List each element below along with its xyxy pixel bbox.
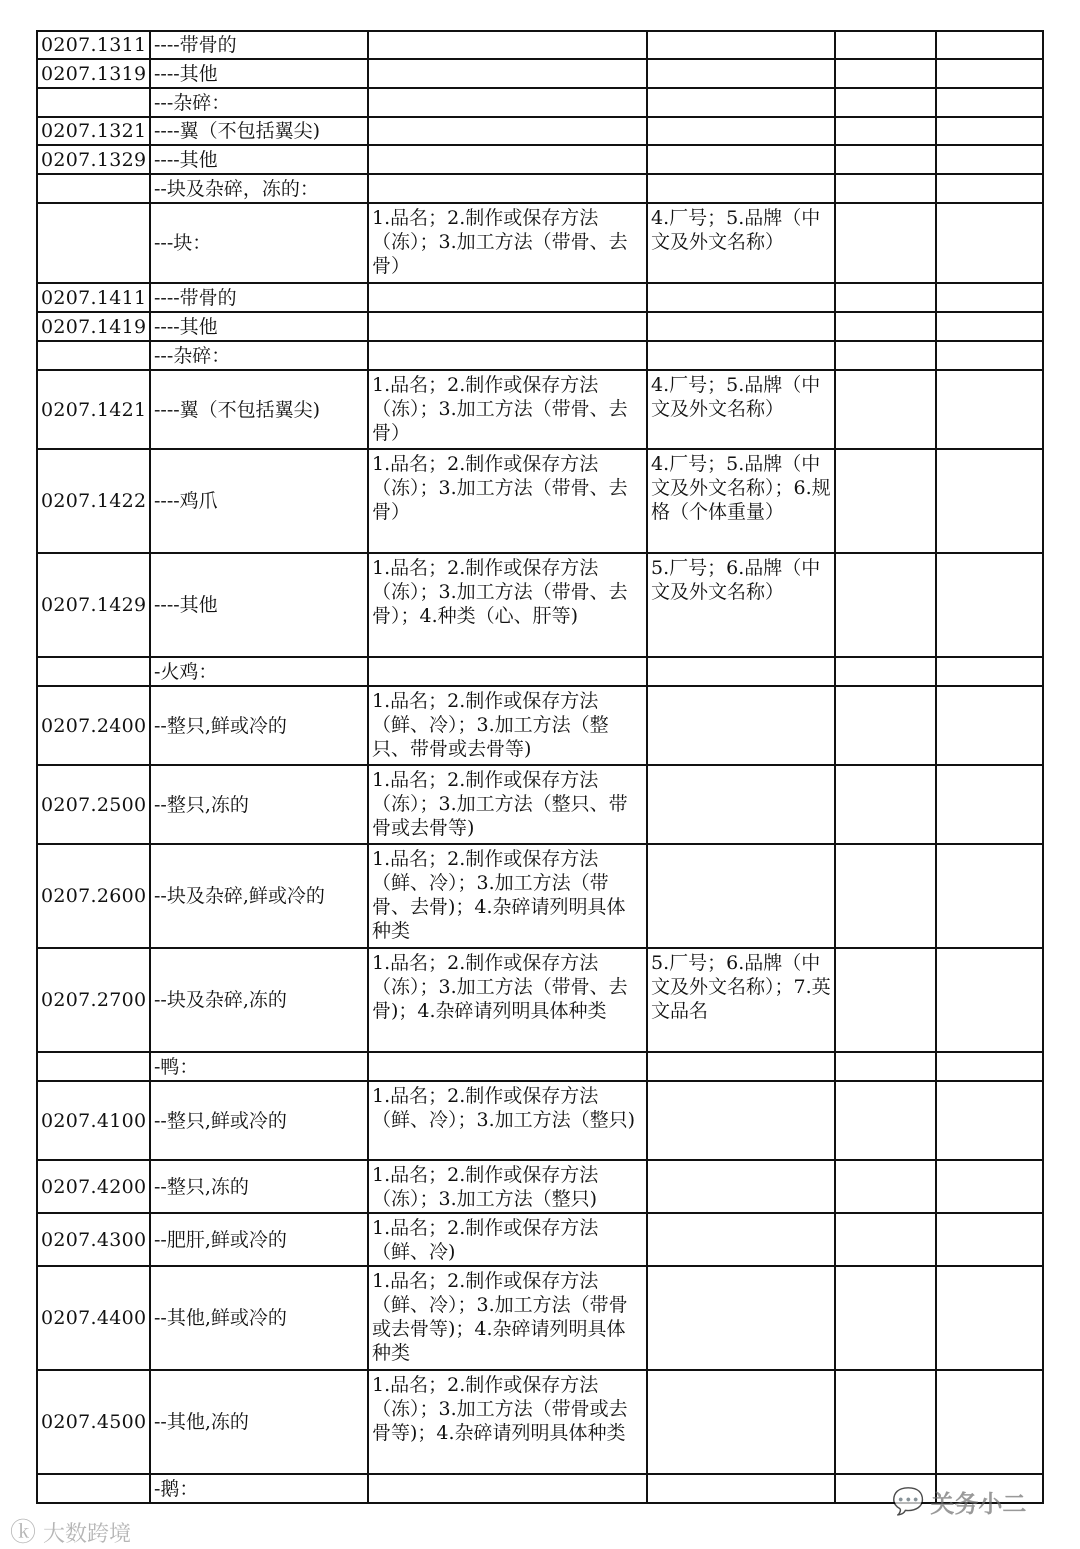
declaration-elements-cell: 1.品名；2.制作或保存方法（鲜、冷) — [368, 1213, 647, 1266]
blank-cell-5 — [835, 686, 936, 765]
blank-cell-6 — [936, 657, 1043, 686]
optional-elements-cell: 5.厂号；6.品牌（中文及外文名称）；7.英文品名 — [647, 948, 835, 1052]
blank-cell-5 — [835, 657, 936, 686]
table-row — [37, 174, 1043, 203]
hs-code-cell — [37, 657, 150, 686]
description-cell: --整只,冻的 — [150, 1160, 368, 1213]
hs-code-cell — [37, 1052, 150, 1081]
table-row — [37, 449, 1043, 553]
watermark-left-text: 大数跨境 — [43, 1522, 132, 1547]
declaration-elements-cell: 1.品名；2.制作或保存方法（冻）；3.加工方法（带骨或去骨等)；4.杂碎请列明具体种类 — [368, 1370, 647, 1474]
watermark-right — [892, 1484, 1026, 1519]
wechat-icon: 💬 — [892, 1486, 925, 1517]
optional-elements-cell — [647, 59, 835, 88]
table-row — [37, 312, 1043, 341]
description-cell: -鹅： — [150, 1474, 368, 1503]
hs-code-cell: 0207.4100 — [37, 1081, 150, 1160]
description-cell: --整只,鲜或冷的 — [150, 686, 368, 765]
blank-cell-6 — [936, 88, 1043, 117]
blank-cell-5 — [835, 1370, 936, 1474]
blank-cell-5 — [835, 1160, 936, 1213]
table-row — [37, 370, 1043, 449]
optional-elements-cell — [647, 1266, 835, 1370]
declaration-elements-cell: 1.品名；2.制作或保存方法（冻）；3.加工方法（带骨、去骨） — [368, 370, 647, 449]
hs-code-cell: 0207.4300 — [37, 1213, 150, 1266]
optional-elements-cell — [647, 88, 835, 117]
optional-elements-cell — [647, 657, 835, 686]
blank-cell-6 — [936, 31, 1043, 59]
blank-cell-5 — [835, 145, 936, 174]
declaration-elements-cell — [368, 283, 647, 312]
table-row — [37, 686, 1043, 765]
blank-cell-5 — [835, 1081, 936, 1160]
declaration-elements-cell — [368, 341, 647, 370]
table-row — [37, 1213, 1043, 1266]
hs-code-cell: 0207.1321 — [37, 117, 150, 145]
blank-cell-5 — [835, 370, 936, 449]
blank-cell-5 — [835, 88, 936, 117]
hs-code-cell: 0207.1429 — [37, 553, 150, 657]
hs-code-cell: 0207.2500 — [37, 765, 150, 844]
blank-cell-6 — [936, 1266, 1043, 1370]
table-row — [37, 31, 1043, 59]
table-row — [37, 145, 1043, 174]
blank-cell-6 — [936, 145, 1043, 174]
description-cell: -鸭： — [150, 1052, 368, 1081]
blank-cell-5 — [835, 553, 936, 657]
watermark-right-text: 关务小二 — [930, 1490, 1027, 1518]
blank-cell-6 — [936, 1370, 1043, 1474]
optional-elements-cell: 4.厂号；5.品牌（中文及外文名称） — [647, 203, 835, 283]
declaration-elements-cell — [368, 312, 647, 341]
declaration-elements-cell: 1.品名；2.制作或保存方法（冻）；3.加工方法（整只) — [368, 1160, 647, 1213]
blank-cell-5 — [835, 283, 936, 312]
hs-code-cell: 0207.2700 — [37, 948, 150, 1052]
declaration-elements-cell: 1.品名；2.制作或保存方法（鲜、冷）；3.加工方法（整只、带骨或去骨等) — [368, 686, 647, 765]
optional-elements-cell — [647, 1474, 835, 1503]
description-cell: --块及杂碎,鲜或冷的 — [150, 844, 368, 948]
description-cell: ----鸡爪 — [150, 449, 368, 553]
table-row — [37, 1370, 1043, 1474]
hs-code-cell — [37, 174, 150, 203]
description-cell: --其他,鲜或冷的 — [150, 1266, 368, 1370]
optional-elements-cell — [647, 686, 835, 765]
optional-elements-cell — [647, 341, 835, 370]
blank-cell-5 — [835, 203, 936, 283]
logo-icon: ⓚ — [10, 1518, 37, 1548]
description-cell: --块及杂碎,冻的 — [150, 948, 368, 1052]
description-cell: ---块： — [150, 203, 368, 283]
hs-code-cell: 0207.1422 — [37, 449, 150, 553]
blank-cell-5 — [835, 31, 936, 59]
blank-cell-6 — [936, 553, 1043, 657]
declaration-elements-cell — [368, 31, 647, 59]
declaration-elements-cell: 1.品名；2.制作或保存方法（冻）；3.加工方法（带骨、去骨） — [368, 449, 647, 553]
description-cell: ---杂碎： — [150, 341, 368, 370]
optional-elements-cell — [647, 117, 835, 145]
declaration-elements-cell: 1.品名；2.制作或保存方法（鲜、冷）；3.加工方法（带骨、去骨)；4.杂碎请列明具体种类 — [368, 844, 647, 948]
blank-cell-5 — [835, 1266, 936, 1370]
blank-cell-6 — [936, 203, 1043, 283]
optional-elements-cell: 4.厂号；5.品牌（中文及外文名称）；6.规格（个体重量） — [647, 449, 835, 553]
table-row — [37, 283, 1043, 312]
optional-elements-cell — [647, 312, 835, 341]
description-cell: ----其他 — [150, 312, 368, 341]
declaration-elements-cell — [368, 117, 647, 145]
hs-code-cell: 0207.1319 — [37, 59, 150, 88]
description-cell: --整只,鲜或冷的 — [150, 1081, 368, 1160]
optional-elements-cell — [647, 1160, 835, 1213]
optional-elements-cell — [647, 1081, 835, 1160]
declaration-elements-cell: 1.品名；2.制作或保存方法（冻）；3.加工方法（带骨、去骨）；4.种类（心、肝等) — [368, 553, 647, 657]
blank-cell-6 — [936, 1160, 1043, 1213]
blank-cell-5 — [835, 117, 936, 145]
table-row — [37, 88, 1043, 117]
optional-elements-cell: 4.厂号；5.品牌（中文及外文名称） — [647, 370, 835, 449]
optional-elements-cell — [647, 1213, 835, 1266]
hs-code-cell — [37, 1474, 150, 1503]
declaration-elements-cell: 1.品名；2.制作或保存方法（冻）；3.加工方法（带骨、去骨） — [368, 203, 647, 283]
blank-cell-6 — [936, 312, 1043, 341]
table-row — [37, 1266, 1043, 1370]
hs-code-cell: 0207.1311 — [37, 31, 150, 59]
description-cell: --其他,冻的 — [150, 1370, 368, 1474]
hs-code-cell: 0207.1421 — [37, 370, 150, 449]
declaration-elements-cell — [368, 174, 647, 203]
hs-code-cell — [37, 341, 150, 370]
blank-cell-6 — [936, 283, 1043, 312]
optional-elements-cell — [647, 145, 835, 174]
declaration-elements-cell — [368, 1474, 647, 1503]
blank-cell-5 — [835, 844, 936, 948]
hs-code-cell: 0207.2600 — [37, 844, 150, 948]
blank-cell-6 — [936, 341, 1043, 370]
declaration-elements-cell — [368, 1052, 647, 1081]
hs-code-cell: 0207.4500 — [37, 1370, 150, 1474]
declaration-elements-cell — [368, 59, 647, 88]
blank-cell-6 — [936, 449, 1043, 553]
blank-cell-6 — [936, 1213, 1043, 1266]
optional-elements-cell — [647, 283, 835, 312]
description-cell: ----其他 — [150, 59, 368, 88]
optional-elements-cell — [647, 844, 835, 948]
table-row — [37, 117, 1043, 145]
blank-cell-5 — [835, 174, 936, 203]
optional-elements-cell — [647, 1052, 835, 1081]
table-row — [37, 765, 1043, 844]
description-cell: ----翼（不包括翼尖) — [150, 370, 368, 449]
blank-cell-5 — [835, 59, 936, 88]
blank-cell-5 — [835, 1213, 936, 1266]
declaration-elements-cell — [368, 88, 647, 117]
table-row — [37, 553, 1043, 657]
description-cell: --整只,冻的 — [150, 765, 368, 844]
description-cell: -火鸡： — [150, 657, 368, 686]
declaration-elements-cell — [368, 145, 647, 174]
tariff-declaration-table — [36, 30, 1044, 1504]
table-row — [37, 1081, 1043, 1160]
table-row — [37, 1160, 1043, 1213]
optional-elements-cell — [647, 765, 835, 844]
hs-code-cell: 0207.1411 — [37, 283, 150, 312]
hs-code-cell: 0207.1329 — [37, 145, 150, 174]
blank-cell-6 — [936, 117, 1043, 145]
declaration-elements-cell — [368, 657, 647, 686]
blank-cell-5 — [835, 449, 936, 553]
description-cell: --肥肝,鲜或冷的 — [150, 1213, 368, 1266]
blank-cell-5 — [835, 341, 936, 370]
table-row — [37, 948, 1043, 1052]
blank-cell-5 — [835, 1052, 936, 1081]
blank-cell-6 — [936, 1081, 1043, 1160]
declaration-elements-cell: 1.品名；2.制作或保存方法（鲜、冷）；3.加工方法（带骨或去骨等)；4.杂碎请列明具体种类 — [368, 1266, 647, 1370]
optional-elements-cell — [647, 31, 835, 59]
description-cell: ---杂碎： — [150, 88, 368, 117]
blank-cell-6 — [936, 948, 1043, 1052]
table-body — [37, 31, 1043, 1503]
description-cell: ----翼（不包括翼尖) — [150, 117, 368, 145]
description-cell: --块及杂碎，冻的： — [150, 174, 368, 203]
declaration-elements-cell: 1.品名；2.制作或保存方法（冻）；3.加工方法（带骨、去骨)；4.杂碎请列明具体种类 — [368, 948, 647, 1052]
blank-cell-6 — [936, 59, 1043, 88]
declaration-elements-cell: 1.品名；2.制作或保存方法（冻）；3.加工方法（整只、带骨或去骨等) — [368, 765, 647, 844]
blank-cell-6 — [936, 174, 1043, 203]
blank-cell-6 — [936, 765, 1043, 844]
declaration-elements-cell: 1.品名；2.制作或保存方法（鲜、冷）；3.加工方法（整只) — [368, 1081, 647, 1160]
blank-cell-5 — [835, 765, 936, 844]
description-cell: ----其他 — [150, 145, 368, 174]
blank-cell-5 — [835, 312, 936, 341]
table-row — [37, 844, 1043, 948]
optional-elements-cell — [647, 1370, 835, 1474]
description-cell: ----带骨的 — [150, 283, 368, 312]
table-row — [37, 657, 1043, 686]
hs-code-cell: 0207.4400 — [37, 1266, 150, 1370]
description-cell: ----其他 — [150, 553, 368, 657]
blank-cell-6 — [936, 1052, 1043, 1081]
hs-code-cell: 0207.4200 — [37, 1160, 150, 1213]
blank-cell-6 — [936, 844, 1043, 948]
table-row — [37, 59, 1043, 88]
hs-code-cell — [37, 88, 150, 117]
watermark-left — [10, 1512, 131, 1549]
table-row — [37, 1052, 1043, 1081]
description-cell: ----带骨的 — [150, 31, 368, 59]
hs-code-cell — [37, 203, 150, 283]
hs-code-cell: 0207.1419 — [37, 312, 150, 341]
table-row — [37, 203, 1043, 283]
optional-elements-cell — [647, 174, 835, 203]
blank-cell-6 — [936, 370, 1043, 449]
blank-cell-5 — [835, 948, 936, 1052]
table-row — [37, 341, 1043, 370]
optional-elements-cell: 5.厂号；6.品牌（中文及外文名称） — [647, 553, 835, 657]
blank-cell-6 — [936, 686, 1043, 765]
hs-code-cell: 0207.2400 — [37, 686, 150, 765]
